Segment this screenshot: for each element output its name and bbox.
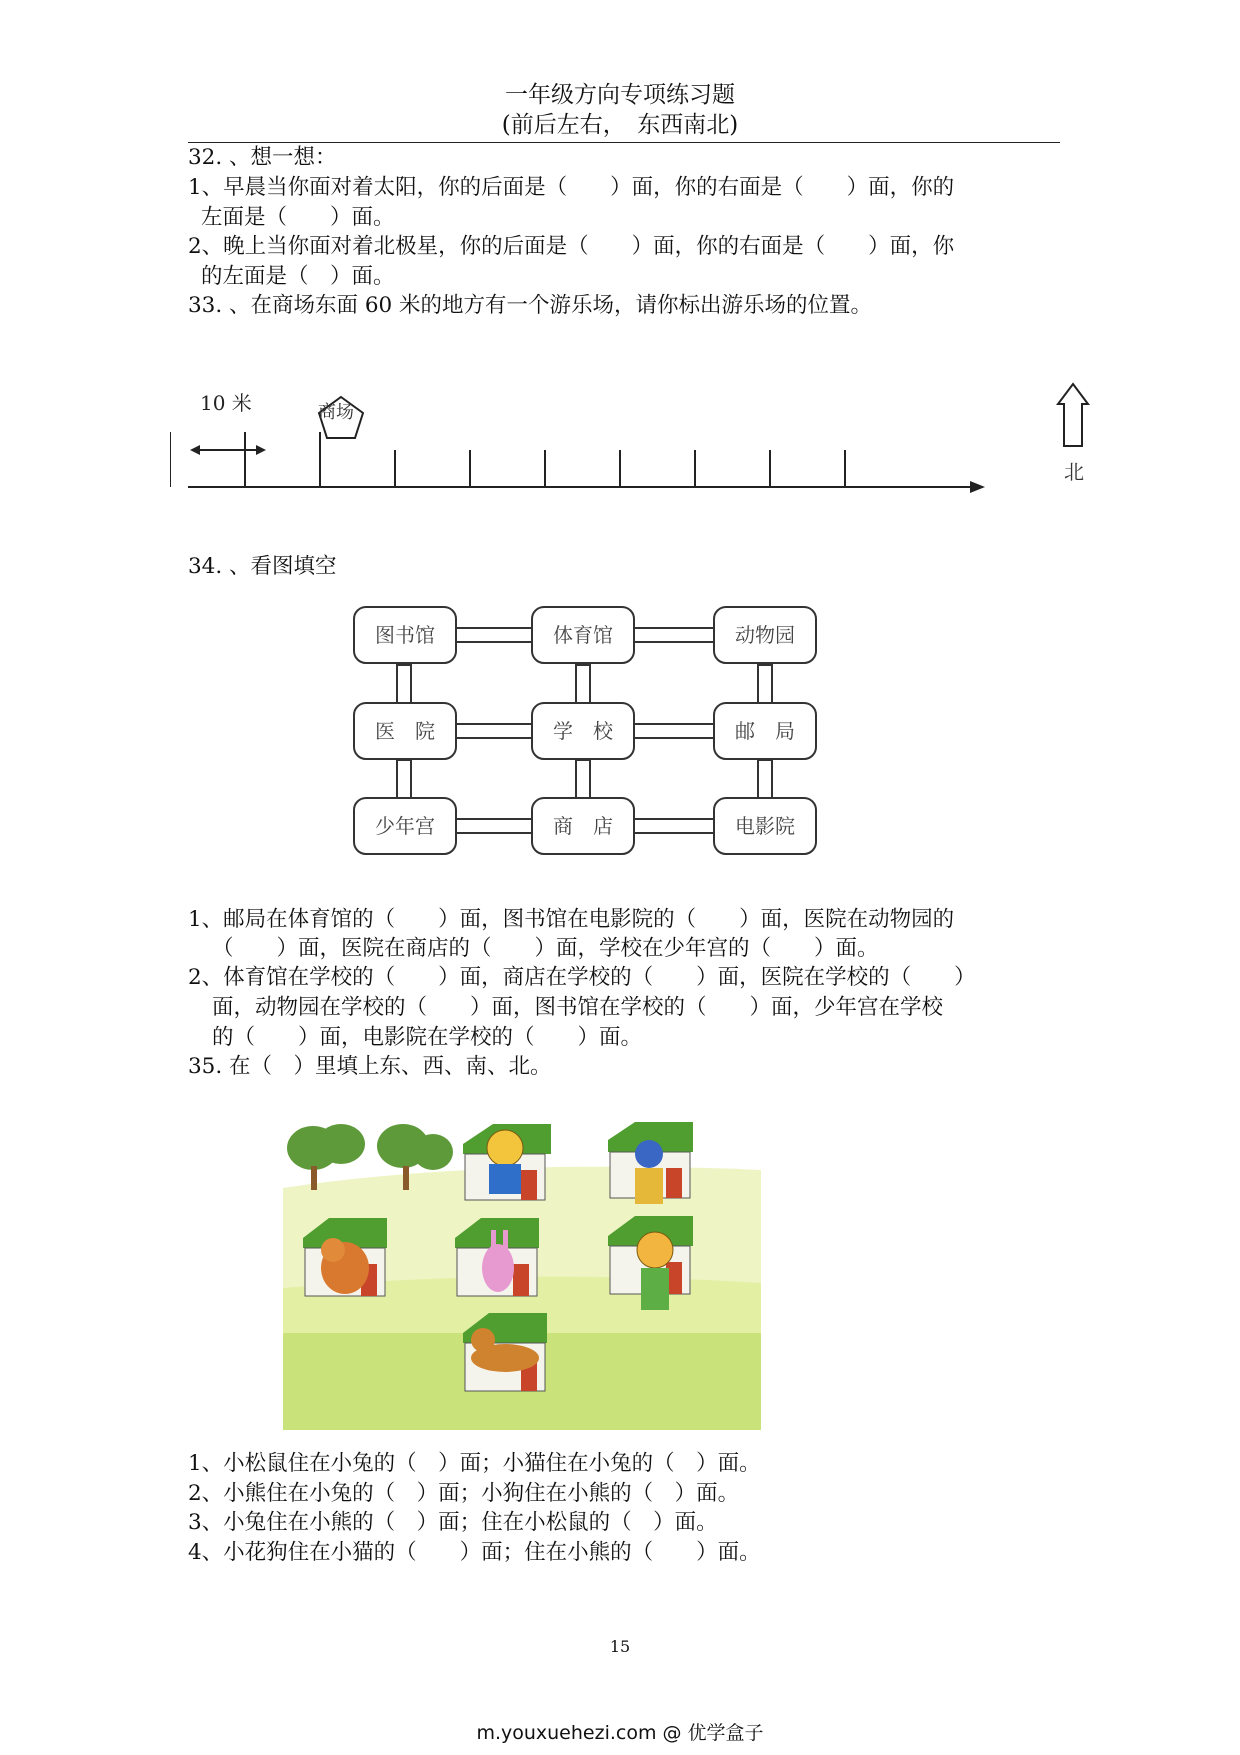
q35-heading: 35. 在（ ）里填上东、西、南、北。: [188, 1054, 552, 1079]
q35-item1: 1、小松鼠住在小兔的（ ）面；小猫住在小兔的（ ）面。: [188, 1451, 761, 1476]
number-line-diagram: [170, 380, 1090, 500]
q35-item2: 2、小熊住在小兔的（ ）面；小狗住在小熊的（ ）面。: [188, 1481, 740, 1506]
building-zoo: 动物园: [735, 623, 795, 647]
q32-heading: 32. 、想一想：: [188, 145, 337, 170]
building-hospital: 医 院: [375, 719, 435, 743]
road-h-r3-2: [634, 819, 716, 833]
number-line-ticks: [170, 432, 845, 487]
road-h-r2-2: [634, 724, 716, 738]
road-h-r2-1: [454, 724, 532, 738]
q32-item1: 1、早晨当你面对着太阳，你的后面是（ ）面，你的右面是（ ）面，你的: [188, 175, 955, 200]
q34-heading: 34. 、看图填空: [188, 554, 337, 579]
scale-arrow-left-icon: [190, 445, 200, 455]
building-school: 学 校: [553, 719, 613, 743]
building-gym: 体育馆: [553, 623, 613, 647]
page-number: 15: [609, 1637, 631, 1656]
scale-label: 10 米: [200, 391, 252, 415]
q32-item1-cont: 左面是（ ）面。: [201, 205, 395, 230]
q33-heading: 33. 、在商场东面 60 米的地方有一个游乐场，请你标出游乐场的位置。: [188, 293, 873, 318]
q35-item4: 4、小花狗住在小猫的（ ）面；住在小熊的（ ）面。: [188, 1540, 761, 1565]
road-h-r3-1: [454, 819, 532, 833]
north-arrow-icon: [1058, 384, 1088, 446]
north-label: 北: [1064, 460, 1084, 484]
road-h-r1-2: [634, 628, 716, 642]
animal-houses-illustration-icon: [283, 1118, 761, 1430]
q35-item3: 3、小兔住在小熊的（ ）面；住在小松鼠的（ ）面。: [188, 1510, 718, 1535]
q34-item2: 2、体育馆在学校的（ ）面，商店在学校的（ ）面，医院在学校的（ ）: [188, 965, 976, 990]
store-label: 商场: [318, 402, 354, 423]
building-shop: 商 店: [553, 814, 613, 838]
building-library: 图书馆: [375, 623, 435, 647]
scale-arrow-right-icon: [256, 445, 266, 455]
axis-arrowhead-icon: [970, 481, 985, 493]
page-subtitle: (前后左右， 东西南北): [501, 112, 739, 138]
building-youth-palace: 少年宫: [375, 814, 435, 838]
q32-item2: 2、晚上当你面对着北极星，你的后面是（ ）面，你的右面是（ ）面，你: [188, 234, 955, 259]
page-title: 一年级方向专项练习题: [505, 82, 735, 108]
road-h-r1-1: [454, 628, 532, 642]
building-post-office: 邮 局: [735, 719, 795, 743]
q34-item1-cont: （ ）面，医院在商店的（ ）面，学校在少年宫的（ ）面。: [212, 936, 879, 961]
building-cinema: 电影院: [735, 814, 795, 838]
q32-item2-cont: 的左面是（ ）面。: [201, 264, 395, 289]
q34-item2-cont2: 的（ ）面，电影院在学校的（ ）面。: [212, 1025, 643, 1050]
q34-item1: 1、邮局在体育馆的（ ）面，图书馆在电影院的（ ）面，医院在动物园的: [188, 907, 955, 932]
footer-watermark: m.youxuehezi.com @ 优学盒子: [476, 1722, 764, 1744]
town-map-diagram: [352, 605, 864, 861]
q34-item2-cont: 面，动物园在学校的（ ）面，图书馆在学校的（ ）面，少年宫在学校: [212, 995, 944, 1020]
